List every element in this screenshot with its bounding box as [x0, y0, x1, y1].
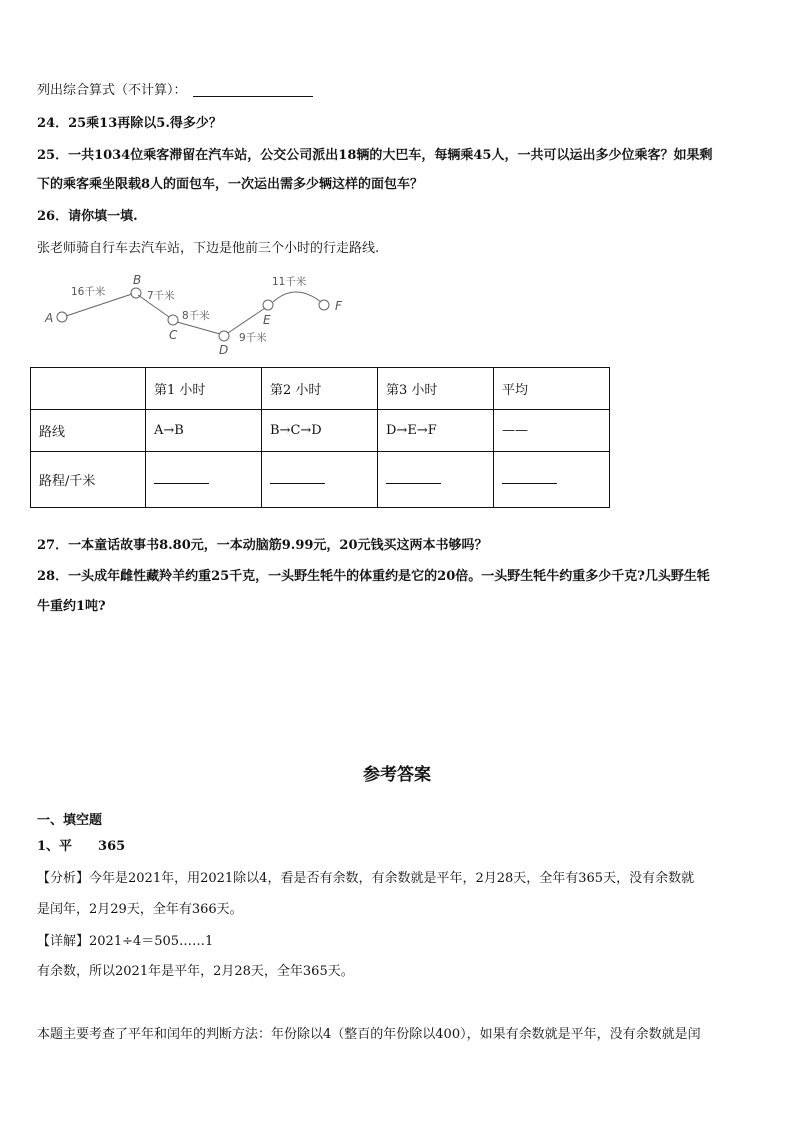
point-c-marker: [168, 315, 178, 325]
detail-line2: 有余数，所以2021年是平年，2月28天，全年365天。: [37, 964, 354, 979]
answer-1-label: 1、平: [37, 839, 73, 854]
question-25-line2: 下的乘客乘坐限载8人的面包车，一次运出需多少辆这样的面包车？: [37, 177, 424, 192]
analysis-line2: 是闰年，2月29天，全年有366天。: [37, 902, 243, 917]
table-header-row: [31, 368, 610, 410]
distance-blank-average: [494, 452, 610, 508]
route-diagram: [40, 268, 360, 360]
q23-formula-prompt: [37, 82, 313, 100]
route-segment-ef: [273, 292, 321, 302]
point-a-label: A: [45, 311, 54, 325]
row-label-route: 路线: [31, 410, 146, 452]
route-segment-cd: [177, 322, 220, 334]
point-e-marker: [263, 300, 273, 310]
answer-blank: [502, 471, 557, 484]
route-hour-3: D→E→F: [378, 410, 494, 452]
question-27: 27．一本童话故事书8.80元，一本动脑筋9.99元，20元钱买这两本书够吗？: [37, 538, 488, 553]
route-table: [30, 367, 610, 508]
summary-line: 本题主要考查了平年和闰年的判断方法：年份除以4（整百的年份除以400），如果有余数就是平年，没有余数就是闰: [37, 1027, 701, 1042]
distance-label-ef: 11千米: [272, 276, 307, 288]
answer-blank: [270, 471, 325, 484]
answers-section-title: 一、填空题: [37, 813, 103, 828]
answer-1: [37, 838, 125, 856]
point-b-marker: [131, 288, 141, 298]
detail-line: 【详解】2021÷4＝505……1: [37, 934, 214, 949]
question-26-title: 26．请你填一填.: [37, 209, 138, 224]
route-hour-2: B→C→D: [262, 410, 378, 452]
answer-blank: [193, 84, 313, 97]
point-f-label: F: [335, 299, 342, 313]
question-24: 24．25乘13再除以5.得多少？: [37, 116, 222, 131]
analysis-line1: 【分析】今年是2021年，用2021除以4，看是否有余数，有余数就是平年，2月28天，全年有365天，没有余数就: [37, 871, 695, 886]
point-a-marker: [57, 312, 67, 322]
table-header-cell: [31, 368, 146, 410]
answer-1-value: 365: [98, 839, 126, 854]
question-28-line2: 牛重约1吨?: [37, 599, 106, 614]
table-row-route: [31, 410, 610, 452]
table-header-hour-3: 第3 小时: [378, 368, 494, 410]
table-header-hour-2: 第2 小时: [262, 368, 378, 410]
table-header-hour-1: 第1 小时: [146, 368, 262, 410]
distance-label-bc: 7千米: [147, 290, 175, 302]
point-c-label: C: [169, 328, 178, 342]
table-row-distance: [31, 452, 610, 508]
question-25-line1: 25．一共1034位乘客滞留在汽车站，公交公司派出18辆的大巴车，每辆乘45人，一共可以运出多少位乘客？如果剩: [37, 148, 713, 163]
distance-blank-hour-2: [262, 452, 378, 508]
point-d-label: D: [219, 343, 229, 357]
question-28-line1: 28．一头成年雌性藏羚羊约重25千克，一头野生牦牛的体重约是它的20倍。一头野生牦牛约重多少千克?几头野生牦: [37, 569, 710, 584]
table-header-average: 平均: [494, 368, 610, 410]
point-f-marker: [319, 300, 329, 310]
point-d-marker: [219, 331, 229, 341]
distance-label-de: 9千米: [239, 332, 267, 344]
route-segment-de: [228, 308, 265, 333]
answers-heading: 参考答案: [363, 765, 431, 785]
question-26-description: 张老师骑自行车去汽车站，下边是他前三个小时的行走路线.: [37, 241, 380, 256]
distance-blank-hour-1: [146, 452, 262, 508]
point-b-label: B: [133, 273, 142, 287]
distance-label-ab: 16千米: [71, 286, 106, 298]
row-label-distance: 路程/千米: [31, 452, 146, 508]
point-e-label: E: [263, 313, 271, 327]
route-average: ——: [494, 410, 610, 452]
answer-blank: [386, 471, 441, 484]
distance-blank-hour-3: [378, 452, 494, 508]
answer-blank: [154, 471, 209, 484]
route-hour-1: A→B: [146, 410, 262, 452]
q23-text: 列出综合算式（不计算）：: [37, 83, 187, 98]
distance-label-cd: 8千米: [182, 310, 210, 322]
